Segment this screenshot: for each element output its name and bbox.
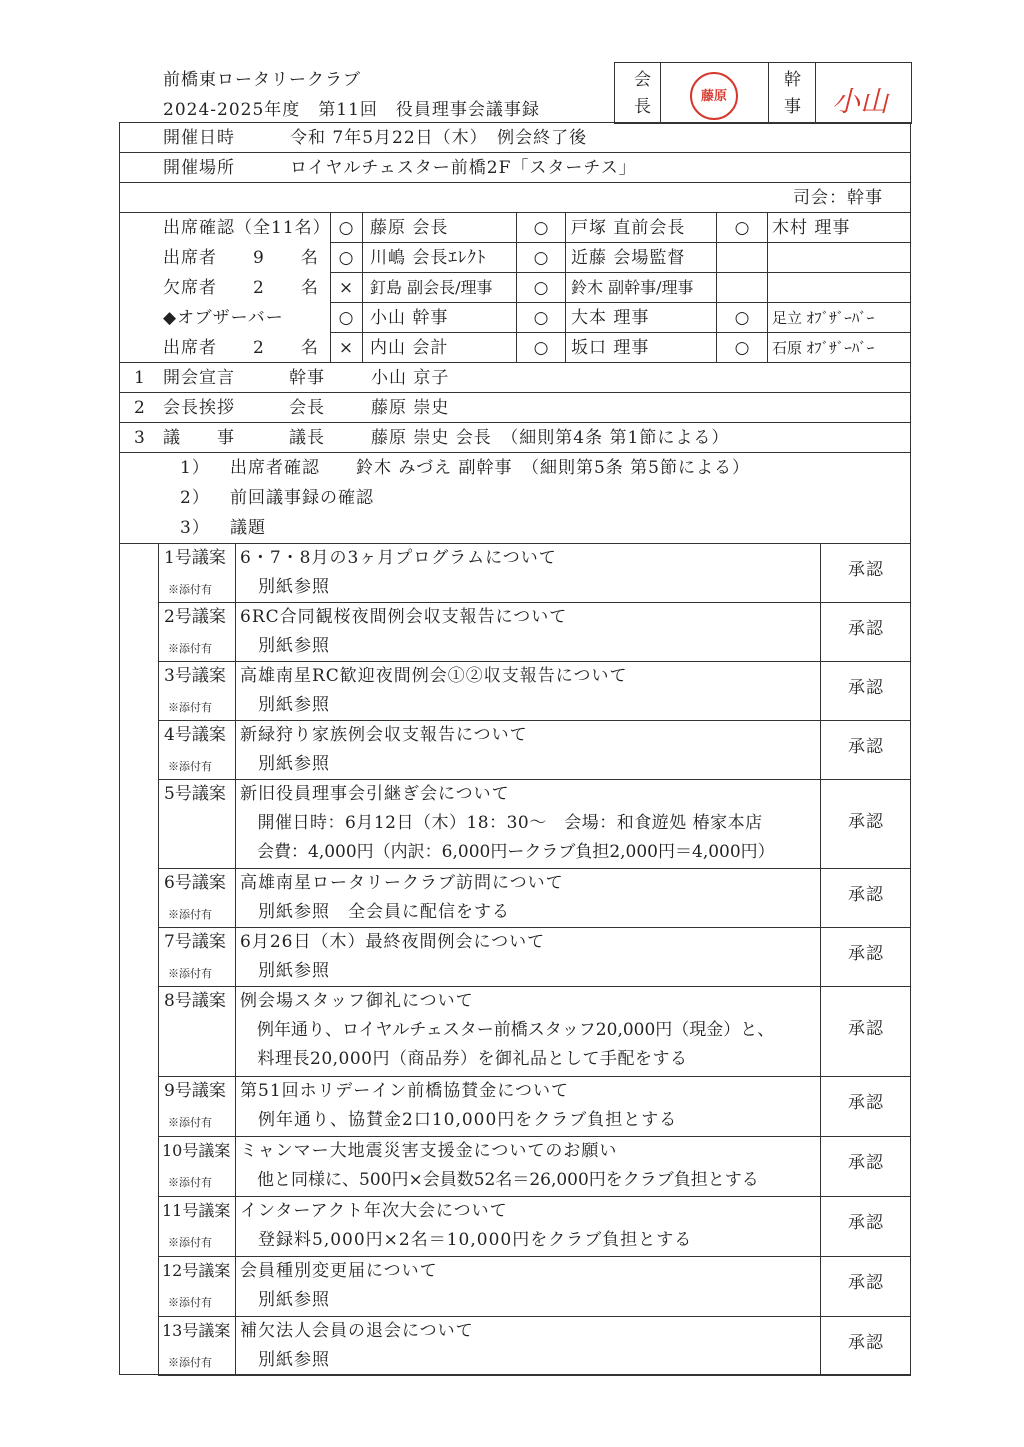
proposal-title: 会員種別変更届について xyxy=(240,1261,438,1281)
sub-agenda-number: 2） xyxy=(180,488,210,508)
attendee-name: 藤原 会長 xyxy=(370,218,449,238)
chair-label-bottom: 長 xyxy=(634,97,651,117)
proposal-number: 10号議案 xyxy=(162,1141,231,1160)
proposal-detail: 別紙参照 xyxy=(240,1350,330,1370)
proposal-number: 13号議案 xyxy=(162,1321,231,1340)
proposal-attachment-note: ※添付有 xyxy=(168,967,212,980)
attendance-mark: × xyxy=(338,338,354,358)
proposal-attachment-note: ※添付有 xyxy=(168,701,212,714)
attendance-row-label: ◆オブザーバー xyxy=(163,308,284,328)
proposal-title: 高雄南星RC歓迎夜間例会①②収支報告について xyxy=(240,666,628,686)
attendee-name: 川嶋 会長ｴﾚｸﾄ xyxy=(370,248,487,268)
proposal-detail: 他と同様に、500円×会員数52名＝26,000円をクラブ負担とする xyxy=(240,1170,759,1190)
attendee-name: 鈴木 副幹事/理事 xyxy=(571,278,694,297)
proposal-number: 3号議案 xyxy=(164,666,226,686)
attendance-mark: ○ xyxy=(533,218,549,238)
place-label: 開催場所 xyxy=(163,158,235,178)
proposal-detail: 別紙参照 xyxy=(240,577,330,597)
proposal-detail: 料理長20,000円（商品券）を御礼品として手配をする xyxy=(240,1049,688,1069)
mc-role: 司会：幹事 xyxy=(793,188,883,208)
proposal-detail: 別紙参照 xyxy=(240,961,330,981)
attendee-name: 近藤 会場監督 xyxy=(571,248,686,268)
proposal-number: 9号議案 xyxy=(164,1081,226,1101)
attendee-name: 石原 ｵﾌﾞｻﾞｰﾊﾞｰ xyxy=(772,339,875,357)
proposal-result: 承認 xyxy=(848,1213,884,1233)
proposal-detail: 開催日時：6月12日（木）18：30～ 会場：和食遊処 椿家本店 xyxy=(240,813,763,833)
proposal-attachment-note: ※添付有 xyxy=(168,908,212,921)
proposal-detail: 別紙参照 全会員に配信をする xyxy=(240,902,510,922)
proposal-attachment-note: ※添付有 xyxy=(168,642,212,655)
agenda-role: 議長 xyxy=(289,428,325,448)
secretary-label-bottom: 事 xyxy=(784,97,801,117)
proposal-attachment-note: ※添付有 xyxy=(168,1176,212,1189)
attendee-name: 内山 会計 xyxy=(370,338,449,358)
proposal-title: 新旧役員理事会引継ぎ会について xyxy=(240,784,510,804)
attendee-name: 足立 ｵﾌﾞｻﾞｰﾊﾞｰ xyxy=(772,309,875,327)
proposal-result: 承認 xyxy=(848,885,884,905)
proposal-attachment-note: ※添付有 xyxy=(168,1236,212,1249)
proposal-title: ミャンマー大地震災害支援金についてのお願い xyxy=(240,1141,618,1161)
proposal-detail: 例年通り、協賛金2口10,000円をクラブ負担とする xyxy=(240,1110,678,1130)
document-title: 2024-2025年度 第11回 役員理事会議事録 xyxy=(163,100,540,120)
date-label: 開催日時 xyxy=(163,128,235,148)
agenda-number: 3 xyxy=(134,428,146,448)
proposal-detail: 別紙参照 xyxy=(240,636,330,656)
agenda-label: 議 事 xyxy=(163,428,235,448)
attendance-row-label: 出席者 2 名 xyxy=(163,338,319,358)
proposal-attachment-note: ※添付有 xyxy=(168,760,212,773)
proposal-detail: 別紙参照 xyxy=(240,695,330,715)
proposal-result: 承認 xyxy=(848,944,884,964)
attendance-mark: ○ xyxy=(533,308,549,328)
date-value: 令和 7年5月22日（木） 例会終了後 xyxy=(290,128,588,148)
agenda-number: 1 xyxy=(134,368,146,388)
proposal-detail: 例年通り、ロイヤルチェスター前橋スタッフ20,000円（現金）と、 xyxy=(240,1020,775,1040)
attendance-mark: ○ xyxy=(338,248,354,268)
secretary-label-top: 幹 xyxy=(784,70,801,90)
attendance-mark: ○ xyxy=(734,338,750,358)
attendance-row-label: 出席確認（全11名） xyxy=(163,218,331,238)
agenda-role: 会長 xyxy=(289,398,325,418)
attendance-mark: × xyxy=(338,278,354,298)
agenda-label: 会長挨拶 xyxy=(163,398,235,418)
proposal-number: 2号議案 xyxy=(164,607,226,627)
proposal-attachment-note: ※添付有 xyxy=(168,1116,212,1129)
agenda-role: 幹事 xyxy=(289,368,325,388)
proposal-result: 承認 xyxy=(848,678,884,698)
agenda-label: 開会宣言 xyxy=(163,368,235,388)
attendee-name: 木村 理事 xyxy=(772,218,851,238)
proposal-detail: 別紙参照 xyxy=(240,1290,330,1310)
proposal-detail: 登録料5,000円×2名＝10,000円をクラブ負担とする xyxy=(240,1230,693,1250)
proposal-number: 8号議案 xyxy=(164,991,226,1011)
place-value: ロイヤルチェスター前橋2F「スターチス」 xyxy=(290,158,637,178)
proposal-title: 補欠法人会員の退会について xyxy=(240,1321,474,1341)
proposal-number: 6号議案 xyxy=(164,873,226,893)
attendee-name: 戸塚 直前会長 xyxy=(571,218,686,238)
sub-agenda-text: 前回議事録の確認 xyxy=(230,488,374,508)
proposal-attachment-note: ※添付有 xyxy=(168,583,212,596)
proposal-title: 新緑狩り家族例会収支報告について xyxy=(240,725,528,745)
proposal-number: 4号議案 xyxy=(164,725,226,745)
attendee-name: 大本 理事 xyxy=(571,308,650,328)
proposal-result: 承認 xyxy=(848,1019,884,1039)
proposal-number: 11号議案 xyxy=(162,1201,231,1220)
agenda-number: 2 xyxy=(134,398,146,418)
president-seal: 藤原 xyxy=(690,72,738,120)
attendance-mark: ○ xyxy=(734,218,750,238)
sub-agenda-text: 出席者確認 鈴木 みづえ 副幹事 （細則第5条 第5節による） xyxy=(230,458,751,478)
agenda-person: 小山 京子 xyxy=(371,368,450,388)
proposal-number: 12号議案 xyxy=(162,1261,231,1280)
proposal-number: 5号議案 xyxy=(164,784,226,804)
proposal-result: 承認 xyxy=(848,619,884,639)
proposal-result: 承認 xyxy=(848,1333,884,1353)
attendance-row-label: 欠席者 2 名 xyxy=(163,278,319,298)
attendance-mark: ○ xyxy=(533,338,549,358)
proposal-title: インターアクト年次大会について xyxy=(240,1201,508,1221)
proposal-title: 6・7・8月の3ヶ月プログラムについて xyxy=(240,548,557,568)
proposal-result: 承認 xyxy=(848,560,884,580)
proposal-attachment-note: ※添付有 xyxy=(168,1296,212,1309)
chair-label-top: 会 xyxy=(634,70,651,90)
proposal-result: 承認 xyxy=(848,1093,884,1113)
attendee-name: 釘島 副会長/理事 xyxy=(370,278,493,297)
club-name: 前橋東ロータリークラブ xyxy=(163,70,361,90)
attendance-row-label: 出席者 9 名 xyxy=(163,248,319,268)
sub-agenda-text: 議題 xyxy=(230,518,266,538)
attendance-mark: ○ xyxy=(533,248,549,268)
proposal-title: 例会場スタッフ御礼について xyxy=(240,991,474,1011)
proposal-result: 承認 xyxy=(848,1273,884,1293)
proposal-result: 承認 xyxy=(848,737,884,757)
secretary-signature: 小山 xyxy=(832,85,889,118)
sub-agenda-number: 3） xyxy=(180,518,210,538)
agenda-person: 藤原 崇史 xyxy=(371,398,450,418)
proposal-result: 承認 xyxy=(848,812,884,832)
proposal-result: 承認 xyxy=(848,1153,884,1173)
attendance-mark: ○ xyxy=(734,308,750,328)
attendee-name: 坂口 理事 xyxy=(571,338,650,358)
attendance-mark: ○ xyxy=(533,278,549,298)
proposal-title: 第51回ホリデーイン前橋協賛金について xyxy=(240,1081,569,1101)
proposal-number: 7号議案 xyxy=(164,932,226,952)
sub-agenda-number: 1） xyxy=(180,458,210,478)
proposal-title: 高雄南星ロータリークラブ訪問について xyxy=(240,873,564,893)
proposal-detail: 会費：4,000円（内訳：6,000円ークラブ負担2,000円＝4,000円） xyxy=(240,842,775,862)
proposal-detail: 別紙参照 xyxy=(240,754,330,774)
proposal-number: 1号議案 xyxy=(164,548,226,568)
agenda-person: 藤原 崇史 会長 （細則第4条 第1節による） xyxy=(371,428,730,448)
proposal-attachment-note: ※添付有 xyxy=(168,1356,212,1369)
attendee-name: 小山 幹事 xyxy=(370,308,449,328)
attendance-mark: ○ xyxy=(338,218,354,238)
proposal-title: 6月26日（木）最終夜間例会について xyxy=(240,932,546,952)
proposal-title: 6RC合同観桜夜間例会収支報告について xyxy=(240,607,568,627)
attendance-mark: ○ xyxy=(338,308,354,328)
